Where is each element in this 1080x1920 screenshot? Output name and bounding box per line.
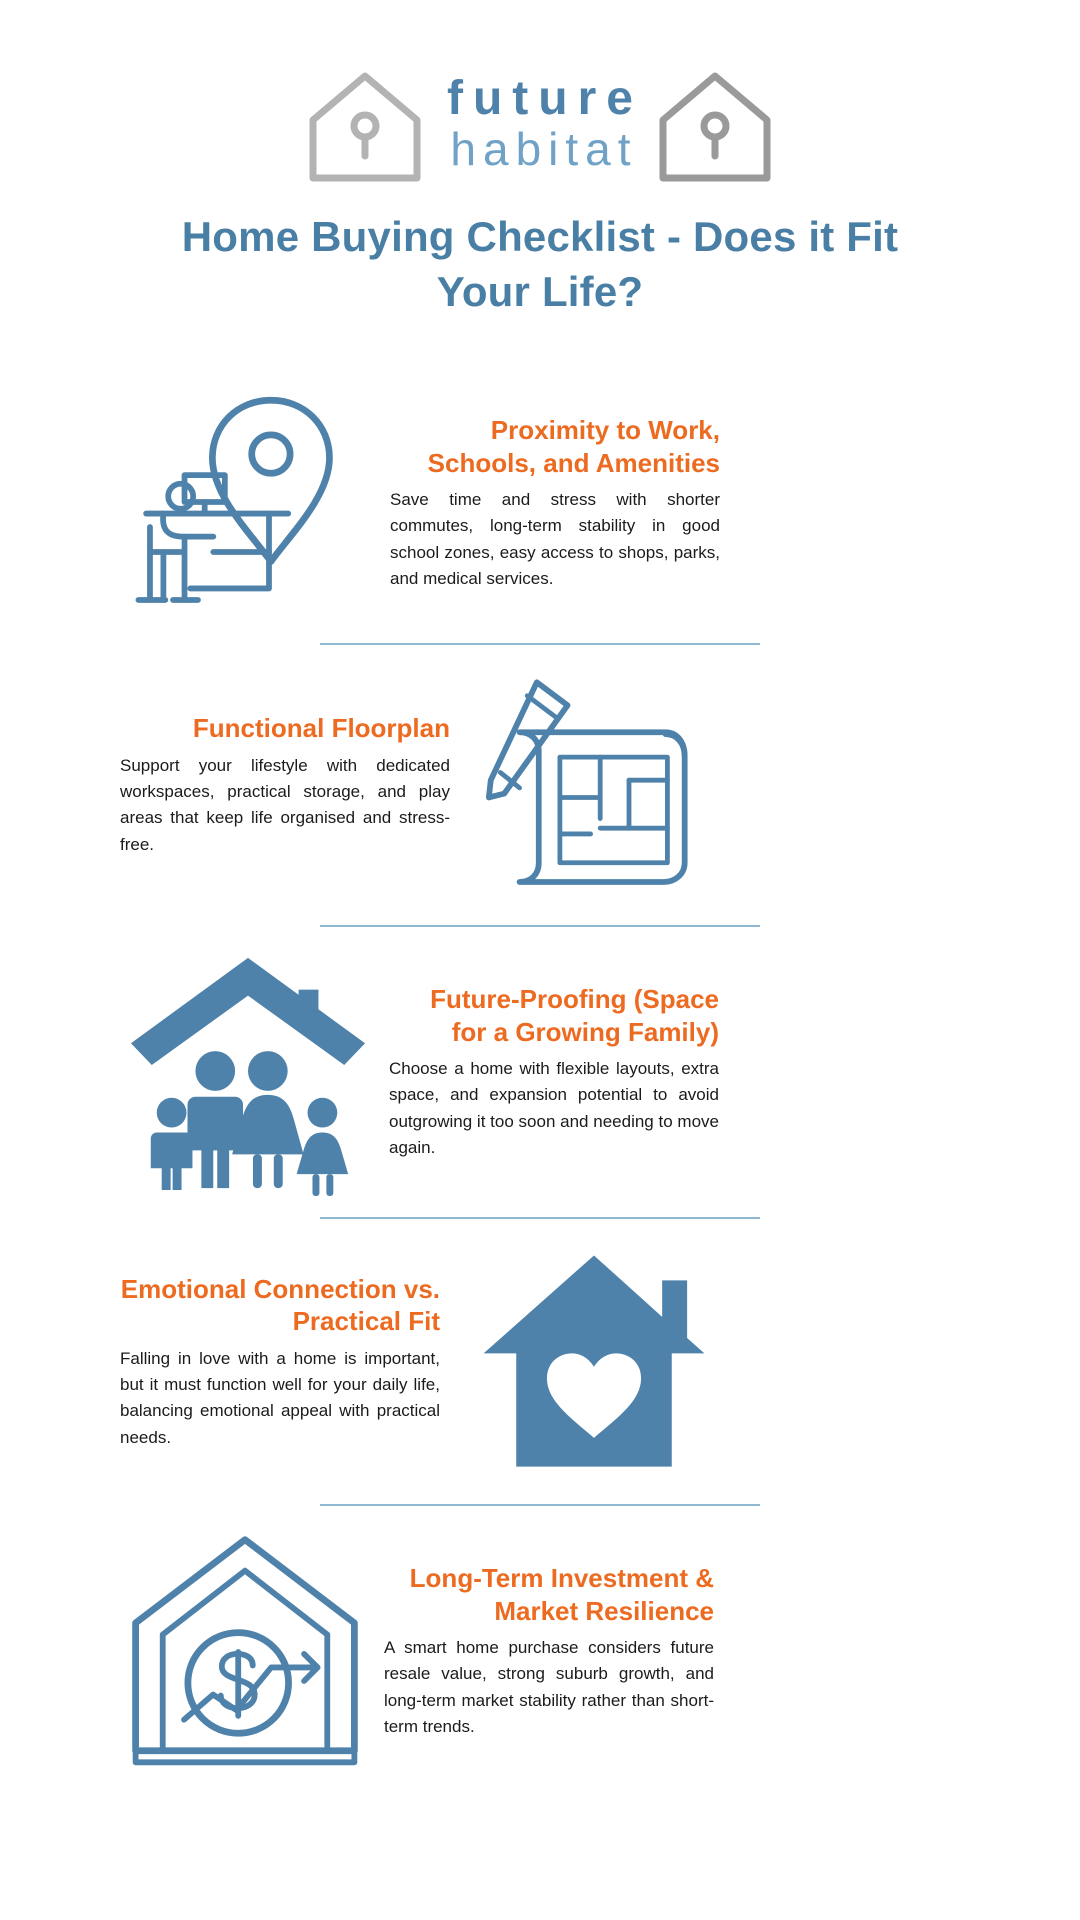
checklist-item <box>0 1506 1080 1796</box>
house-outline-icon <box>301 60 429 188</box>
house-outline-icon <box>651 60 779 188</box>
checklist-body: Save time and stress with shorter commutes, long-term stability in good school zones, easy access to shops, parks, and medical services. <box>390 490 720 589</box>
checklist-text <box>120 712 460 858</box>
checklist-body: A smart home purchase considers future resale value, strong suburb growth, and long-term market stability rather than short-term trends. <box>384 1638 714 1737</box>
checklist-heading: Functional Floorplan <box>192 713 450 744</box>
checklist-text <box>381 983 719 1161</box>
checklist-body: Choose a home with flexible layouts, extra space, and expansion potential to avoid outgrowing it too soon and needing to move again. <box>389 1059 719 1158</box>
desk-location-pin-icon <box>120 383 370 623</box>
checklist-heading: Long-Term Investment & Market Resilience <box>409 1563 714 1626</box>
logo-word-future: future <box>447 71 643 125</box>
logo-wordmark <box>437 71 643 175</box>
checklist-text <box>376 1562 714 1740</box>
house-dollar-growth-icon <box>120 1530 370 1772</box>
page-title: Home Buying Checklist - Does it Fit Your Life? <box>181 213 899 315</box>
checklist-text <box>380 414 720 592</box>
family-under-roof-icon <box>120 948 375 1196</box>
checklist-body: Support your lifestyle with dedicated workspaces, practical storage, and play areas that keep life organised and stress-free. <box>120 755 450 854</box>
logo-word-habitat: habitat <box>450 122 638 175</box>
checklist-item <box>0 927 1080 1217</box>
checklist-body: Falling in love with a home is important, but it must function well for your daily life, balancing emotional appeal with practical needs. <box>120 1348 440 1447</box>
checklist-item <box>0 645 1080 925</box>
checklist-item <box>0 363 1080 643</box>
house-heart-icon <box>466 1242 721 1482</box>
checklist-text <box>120 1273 450 1451</box>
checklist-sections <box>0 363 1080 1796</box>
checklist-item <box>0 1219 1080 1504</box>
logo-header <box>0 0 1080 200</box>
checklist-heading: Future-Proofing (Space for a Growing Family) <box>430 984 719 1047</box>
checklist-heading: Emotional Connection vs. Practical Fit <box>120 1273 440 1336</box>
checklist-heading: Proximity to Work, Schools, and Amenities <box>427 415 720 478</box>
blueprint-pencil-icon <box>480 665 730 905</box>
